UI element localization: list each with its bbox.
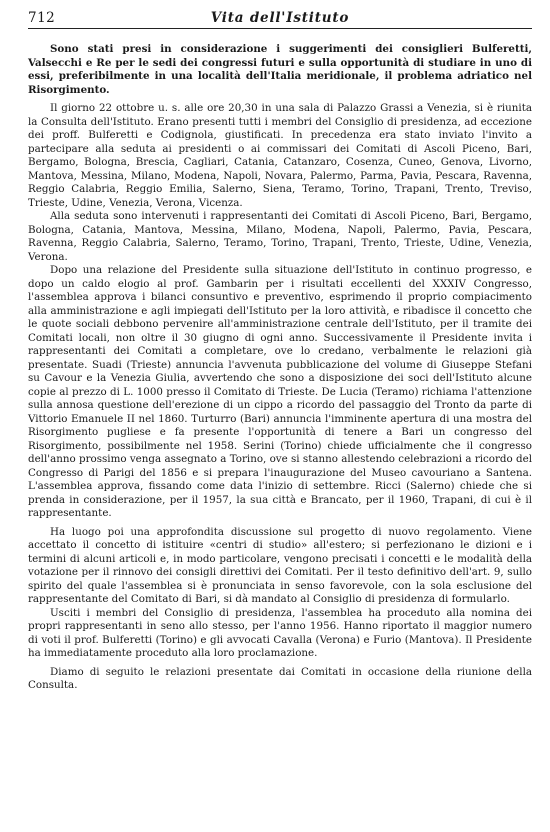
header-rule <box>28 28 532 29</box>
paragraph-election: Usciti i membri del Consiglio di presidenza, l'assemblea ha proceduto alla nomina dei propri rappresentanti in seno allo stesso, per l'anno 1956. Hanno riportato il maggior numero di voti il prof. Bulferetti (Torino) e gli avvocati Cavalla (Verona) e Furio (Mantova). Il Presidente ha immediatamente proceduto alla loro proclamazione. <box>28 606 532 659</box>
running-title: Vita dell'Istituto <box>210 10 350 26</box>
paragraph-regulation-discussion: Ha luogo poi una approfondita discussione sul progetto di nuovo regolamento. Viene accettato il concetto di istituire «centri di studio» all'estero; si perfezionano le dizioni e i termini di alcuni articoli e, in modo particolare, vengono precisati i concetti e le modalità della votazione per il rinnovo dei consigli direttivi dei Comitati. Per il testo definitivo dell'art. 9, sullo spirito del quale l'assemblea si è pronunciata in senso favorevole, con la sola esclusione del rappresentante del Comitato di Bari, si dà mandato al Consiglio di presidenza di formularlo. <box>28 525 532 605</box>
paragraph-attendees: Alla seduta sono intervenuti i rappresentanti dei Comitati di Ascoli Piceno, Bari, Bergamo, Bologna, Catania, Mantova, Messina, Milano, Modena, Napoli, Palermo, Pavia, Pescara, Ravenna, Reggio Calabria, Salerno, Teramo, Torino, Trapani, Trento, Trieste, Udine, Venezia, Verona. <box>28 210 532 263</box>
paragraph-congress-venues: Sono stati presi in considerazione i suggerimenti dei consiglieri Bulferetti, Valsecchi e Re per le sedi dei congressi futuri e sulla opportunità di studiare in uno di essi, preferibilmente in una località dell'Italia meridionale, il problema adriatico nel Risorgimento. <box>28 43 532 96</box>
paragraph-consulta-meeting: Il giorno 22 ottobre u. s. alle ore 20,30 in una sala di Palazzo Grassi a Venezia, si è riunita la Consulta dell'Istituto. Erano presenti tutti i membri del Consiglio di presidenza, ad eccezione dei proff. Bulferetti e Codignola, giustificati. In precedenza era stato inviato l'invito a partecipare alla seduta ai presidenti o ai commissari dei Comitati di Ascoli Piceno, Bari, Bergamo, Bologna, Brescia, Cagliari, Catania, Catanzaro, Cosenza, Cuneo, Genova, Livorno, Mantova, Messina, Milano, Modena, Napoli, Novara, Palermo, Parma, Pavia, Pescara, Ravenna, Reggio Calabria, Reggio Emilia, Salerno, Siena, Teramo, Torino, Trapani, Trento, Treviso, Trieste, Udine, Venezia, Verona, Vicenza. <box>28 102 532 209</box>
page-header <box>28 8 532 30</box>
article-body <box>28 43 532 693</box>
paragraph-committee-reports: Diamo di seguito le relazioni presentate dai Comitati in occasione della riunione della Consulta. <box>28 665 532 691</box>
page-number: 712 <box>28 10 56 26</box>
paragraph-president-report: Dopo una relazione del Presidente sulla situazione dell'Istituto in continuo progresso, e dopo un caldo elogio al prof. Gambarin per i risultati eccellenti del XXXIV Congresso, l'assemblea approva i bilanci consuntivo e preventivo, esprimendo il proprio compiacimento alla amministrazione e agli impiegati dell'Istituto per la loro attività, e ribadisce il concetto che le quote sociali debbono pervenire all'amministrazione centrale dell'Istituto, per il tramite dei Comitati locali, non oltre il 30 giugno di ogni anno. Successivamente il Presidente invita i rappresentanti dei Comitati a completare, ove lo credano, verbalmente le relazioni già presentate. Suadi (Trieste) annuncia l'avvenuta pubblicazione del volume di Giuseppe Stefani su Cavour e la Venezia Giulia, avvertendo che sono a disposizione dei soci dell'Istituto alcune copie al prezzo di L. 1000 presso il Comitato di Trieste. De Lucia (Teramo) richiama l'attenzione sulla annosa questione dell'erezione di un cippo a ricordo del passaggio del Tronto da parte di Vittorio Emanuele II nel 1860. Turturro (Bari) annuncia l'imminente apertura di una mostra del Risorgimento pugliese e fa presente l'opportunità di tenere a Bari un congresso del Risorgimento, possibilmente nel 1958. Serini (Torino) chiede ufficialmente che il congresso dell'anno prossimo venga assegnato a Torino, ove si stanno allestendo celebrazioni a ricordo del Congresso di Parigi del 1856 e si prepara l'inaugurazione del Museo cavouriano a Santena. L'assemblea approva, fissando come data l'inizio di settembre. Ricci (Salerno) chiede che si prenda in considerazione, per il 1957, la sua città e Brancato, per il 1960, Trapani, di cui è il rappresentante. <box>28 264 532 519</box>
